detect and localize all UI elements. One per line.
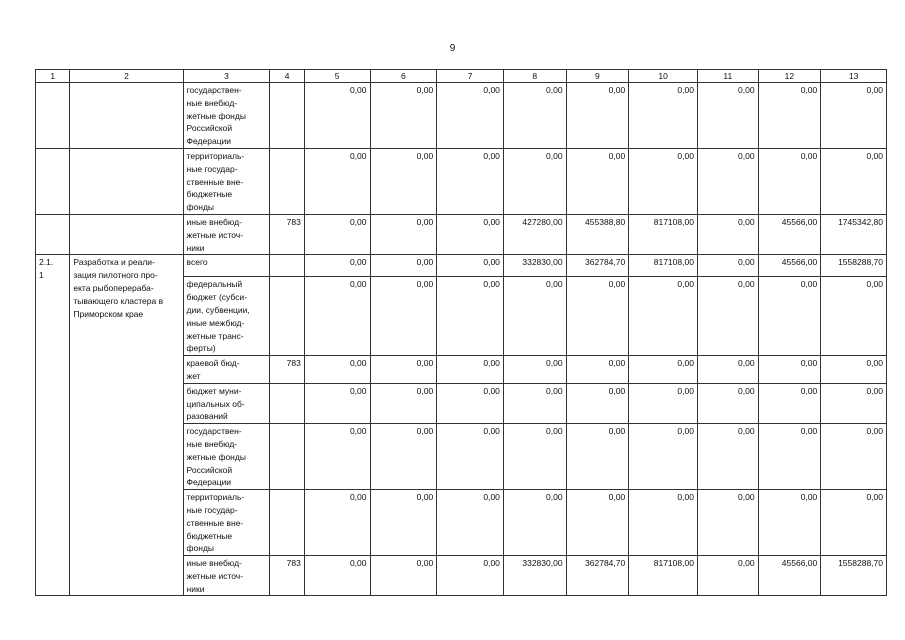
value-cell: 0,00 — [758, 356, 821, 384]
code-cell: 783 — [270, 214, 304, 254]
code-cell — [270, 383, 304, 423]
source-cell: всего — [183, 255, 270, 277]
value-cell: 0,00 — [697, 277, 758, 356]
column-header: 7 — [437, 70, 504, 83]
source-cell: бюджет муни- ципальных об- разований — [183, 383, 270, 423]
value-cell: 0,00 — [370, 424, 437, 490]
table-row — [36, 255, 887, 277]
value-cell: 0,00 — [821, 83, 887, 149]
value-cell: 0,00 — [629, 277, 698, 356]
table-row — [36, 148, 887, 214]
value-cell: 1558288,70 — [821, 255, 887, 277]
row-number-cell — [36, 83, 70, 149]
value-cell: 0,00 — [566, 277, 629, 356]
value-cell: 362784,70 — [566, 556, 629, 596]
value-cell: 0,00 — [821, 490, 887, 556]
value-cell: 0,00 — [697, 383, 758, 423]
value-cell: 0,00 — [304, 214, 370, 254]
value-cell: 0,00 — [437, 277, 504, 356]
source-cell: краевой бюд- жет — [183, 356, 270, 384]
value-cell: 0,00 — [697, 214, 758, 254]
column-header: 1 — [36, 70, 70, 83]
value-cell: 0,00 — [566, 490, 629, 556]
value-cell: 0,00 — [304, 83, 370, 149]
column-header: 6 — [370, 70, 437, 83]
value-cell: 0,00 — [304, 383, 370, 423]
table-row — [36, 83, 887, 149]
row-number-cell: 2.1. 1 — [36, 255, 70, 596]
value-cell: 817108,00 — [629, 214, 698, 254]
code-cell — [270, 83, 304, 149]
value-cell: 0,00 — [304, 148, 370, 214]
value-cell: 0,00 — [503, 83, 566, 149]
value-cell: 0,00 — [629, 490, 698, 556]
value-cell: 0,00 — [821, 148, 887, 214]
value-cell: 0,00 — [437, 383, 504, 423]
value-cell: 0,00 — [566, 383, 629, 423]
value-cell: 455388,80 — [566, 214, 629, 254]
value-cell: 0,00 — [370, 214, 437, 254]
value-cell: 0,00 — [437, 490, 504, 556]
code-cell — [270, 148, 304, 214]
page-number: 9 — [449, 43, 456, 54]
source-cell: государствен- ные внебюд- жетные фонды Российской Федерации — [183, 83, 270, 149]
value-cell: 0,00 — [697, 556, 758, 596]
value-cell: 0,00 — [304, 255, 370, 277]
value-cell: 0,00 — [821, 383, 887, 423]
value-cell: 0,00 — [566, 424, 629, 490]
value-cell: 0,00 — [437, 255, 504, 277]
value-cell: 0,00 — [629, 356, 698, 384]
value-cell: 45566,00 — [758, 255, 821, 277]
value-cell: 0,00 — [758, 490, 821, 556]
code-cell — [270, 277, 304, 356]
value-cell: 0,00 — [758, 277, 821, 356]
value-cell: 0,00 — [437, 83, 504, 149]
value-cell: 0,00 — [437, 148, 504, 214]
value-cell: 0,00 — [437, 424, 504, 490]
value-cell: 0,00 — [821, 277, 887, 356]
value-cell: 0,00 — [503, 277, 566, 356]
value-cell: 0,00 — [304, 556, 370, 596]
column-header: 11 — [697, 70, 758, 83]
value-cell: 0,00 — [304, 424, 370, 490]
column-header: 3 — [183, 70, 270, 83]
value-cell: 0,00 — [304, 277, 370, 356]
value-cell: 1745342,80 — [821, 214, 887, 254]
measure-name-cell — [70, 214, 183, 254]
measure-name-cell — [70, 83, 183, 149]
value-cell: 0,00 — [758, 83, 821, 149]
value-cell: 0,00 — [370, 148, 437, 214]
value-cell: 0,00 — [437, 356, 504, 384]
value-cell: 0,00 — [370, 255, 437, 277]
value-cell: 0,00 — [758, 424, 821, 490]
value-cell: 45566,00 — [758, 556, 821, 596]
value-cell: 0,00 — [566, 83, 629, 149]
header-row — [36, 70, 887, 83]
value-cell: 0,00 — [629, 148, 698, 214]
column-header: 12 — [758, 70, 821, 83]
column-header: 8 — [503, 70, 566, 83]
value-cell: 817108,00 — [629, 255, 698, 277]
value-cell: 0,00 — [758, 383, 821, 423]
value-cell: 0,00 — [697, 424, 758, 490]
column-header: 5 — [304, 70, 370, 83]
value-cell: 0,00 — [304, 490, 370, 556]
code-cell: 783 — [270, 556, 304, 596]
source-cell: иные внебюд- жетные источ- ники — [183, 556, 270, 596]
value-cell: 0,00 — [629, 424, 698, 490]
column-header: 10 — [629, 70, 698, 83]
code-cell: 783 — [270, 356, 304, 384]
source-cell: территориаль- ные государ- ственные вне- бюджетные фонды — [183, 148, 270, 214]
value-cell: 0,00 — [821, 356, 887, 384]
value-cell: 362784,70 — [566, 255, 629, 277]
value-cell: 0,00 — [370, 356, 437, 384]
value-cell: 0,00 — [697, 83, 758, 149]
source-cell: иные внебюд- жетные источ- ники — [183, 214, 270, 254]
value-cell: 0,00 — [697, 356, 758, 384]
value-cell: 0,00 — [370, 556, 437, 596]
value-cell: 45566,00 — [758, 214, 821, 254]
value-cell: 0,00 — [629, 383, 698, 423]
value-cell: 427280,00 — [503, 214, 566, 254]
value-cell: 0,00 — [566, 356, 629, 384]
value-cell: 0,00 — [370, 490, 437, 556]
value-cell: 0,00 — [697, 490, 758, 556]
value-cell: 0,00 — [758, 148, 821, 214]
source-cell: государствен- ные внебюд- жетные фонды Российской Федерации — [183, 424, 270, 490]
value-cell: 0,00 — [370, 83, 437, 149]
value-cell: 0,00 — [503, 424, 566, 490]
value-cell: 0,00 — [370, 383, 437, 423]
value-cell: 0,00 — [503, 148, 566, 214]
value-cell: 0,00 — [697, 255, 758, 277]
code-cell — [270, 255, 304, 277]
value-cell: 0,00 — [821, 424, 887, 490]
value-cell: 0,00 — [697, 148, 758, 214]
value-cell: 332830,00 — [503, 556, 566, 596]
code-cell — [270, 424, 304, 490]
value-cell: 0,00 — [566, 148, 629, 214]
value-cell: 1558288,70 — [821, 556, 887, 596]
column-header: 4 — [270, 70, 304, 83]
table-row — [36, 214, 887, 254]
value-cell: 0,00 — [503, 356, 566, 384]
measure-name-cell: Разработка и реали- зация пилотного про- екта рыбоперераба- тывающего кластера в Приморском крае — [70, 255, 183, 596]
source-cell: федеральный бюджет (субси- дии, субвенции, иные межбюд- жетные транс- ферты) — [183, 277, 270, 356]
value-cell: 0,00 — [304, 356, 370, 384]
value-cell: 0,00 — [503, 383, 566, 423]
budget-table — [35, 69, 887, 596]
column-header: 2 — [70, 70, 183, 83]
column-header: 13 — [821, 70, 887, 83]
source-cell: территориаль- ные государ- ственные вне- бюджетные фонды — [183, 490, 270, 556]
value-cell: 0,00 — [437, 214, 504, 254]
value-cell: 817108,00 — [629, 556, 698, 596]
value-cell: 0,00 — [370, 277, 437, 356]
value-cell: 0,00 — [437, 556, 504, 596]
row-number-cell — [36, 148, 70, 214]
code-cell — [270, 490, 304, 556]
measure-name-cell — [70, 148, 183, 214]
value-cell: 0,00 — [503, 490, 566, 556]
value-cell: 332830,00 — [503, 255, 566, 277]
column-header: 9 — [566, 70, 629, 83]
value-cell: 0,00 — [629, 83, 698, 149]
row-number-cell — [36, 214, 70, 254]
